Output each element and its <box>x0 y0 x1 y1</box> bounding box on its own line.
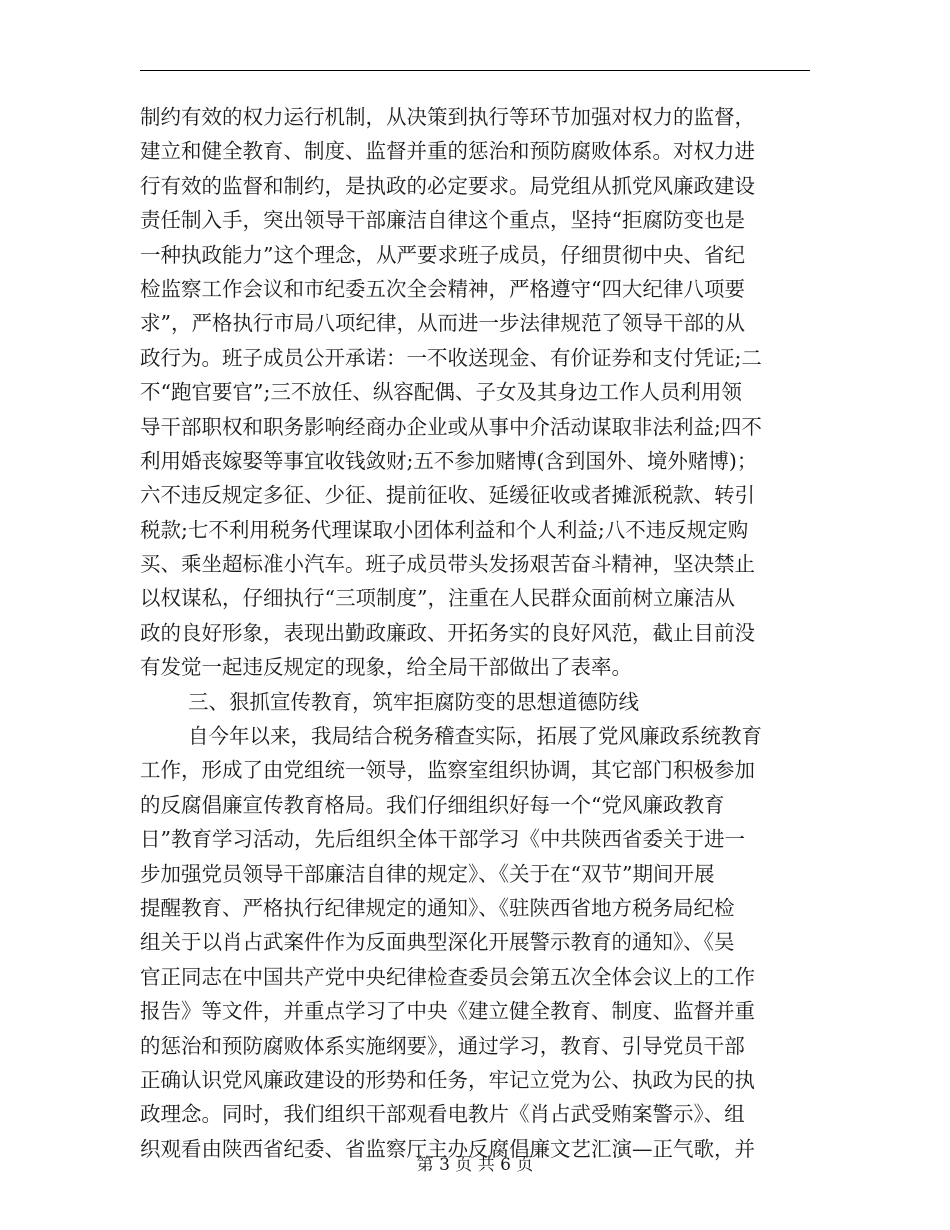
text-line: 自今年以来，我局结合税务稽查实际，拓展了党风廉政系统教育 <box>188 724 762 749</box>
text-line: 政理念。同时，我们组织干部观看电教片《肖占武受贿案警示》、组 <box>140 1102 745 1127</box>
text-line: 检监察工作会议和市纪委五次全会精神，严格遵守“四大纪律八项要 <box>140 276 745 301</box>
header-rule <box>140 70 810 71</box>
text-line: 利用婚丧嫁娶等事宜收钱敛财;五不参加赌博(含到国外、境外赌博)； <box>140 448 758 473</box>
text-line: 责任制入手，突出领导干部廉洁自律这个重点，坚持“拒腐防变也是 <box>140 208 745 233</box>
text-line: 导干部职权和职务影响经商办企业或从事中介活动谋取非法利益;四不 <box>140 414 762 439</box>
text-line: 一种执政能力”这个理念，从严要求班子成员，仔细贯彻中央、省纪 <box>140 242 745 267</box>
text-line: 官正同志在中国共产党中央纪律检查委员会第五次全体会议上的工作 <box>140 964 755 989</box>
text-line: 织观看由陕西省纪委、省监察厅主办反腐倡廉文艺汇演—正气歌，并 <box>140 1136 755 1161</box>
text-line: 不“跑官要官”;三不放任、纵容配偶、子女及其身边工作人员利用领 <box>140 380 742 405</box>
text-line: 三、狠抓宣传教育，筑牢拒腐防变的思想道德防线 <box>188 689 639 714</box>
text-line: 行有效的监督和制约，是执政的必定要求。局党组从抓党风廉政建设 <box>140 173 755 198</box>
text-line: 六不违反规定多征、少征、提前征收、延缓征收或者摊派税款、转引 <box>140 483 755 508</box>
text-line: 报告》等文件，并重点学习了中央《建立健全教育、制度、监督并重 <box>140 999 755 1024</box>
text-line: 的反腐倡廉宣传教育格局。我们仔细组织好每一个“党风廉政教育 <box>140 792 725 817</box>
text-line: 建立和健全教育、制度、监督并重的惩治和预防腐败体系。对权力进 <box>140 139 755 164</box>
text-line: 步加强党员领导干部廉洁自律的规定》、《关于在“双节”期间开展 <box>140 861 715 886</box>
text-line: 政行为。班子成员公开承诺：一不收送现金、有价证券和支付凭证;二 <box>140 345 762 370</box>
text-line: 正确认识党风廉政建设的形势和任务，牢记立党为公、执政为民的执 <box>140 1067 755 1092</box>
text-line: 有发觉一起违反规定的现象，给全局干部做出了表率。 <box>140 655 632 680</box>
text-line: 买、乘坐超标准小汽车。班子成员带头发扬艰苦奋斗精神，坚决禁止 <box>140 552 755 577</box>
text-line: 求”，严格执行市局八项纪律，从而进一步法律规范了领导干部的从 <box>140 311 745 336</box>
text-line: 的惩治和预防腐败体系实施纲要》，通过学习，教育、引导党员干部 <box>140 1033 745 1058</box>
page-number-footer: 第 3 页 共 6 页 <box>416 1155 534 1175</box>
text-line: 组关于以肖占武案件作为反面典型深化开展警示教育的通知》、《吴 <box>140 930 735 955</box>
text-line: 日”教育学习活动，先后组织全体干部学习《中共陕西省委关于进一 <box>140 827 745 852</box>
text-line: 以权谋私，仔细执行“三项制度”，注重在人民群众面前树立廉洁从 <box>140 586 735 611</box>
text-line: 制约有效的权力运行机制，从决策到执行等环节加强对权力的监督， <box>140 105 755 129</box>
text-line: 政的良好形象，表现出勤政廉政、开拓务实的良好风范，截止目前没 <box>140 620 755 645</box>
body-text <box>140 100 812 1166</box>
text-line: 税款;七不利用税务代理谋取小团体利益和个人利益;八不违反规定购 <box>140 517 749 542</box>
text-line: 工作，形成了由党组统一领导，监察室组织协调，其它部门积极参加 <box>140 758 755 783</box>
text-line: 提醒教育、严格执行纪律规定的通知》、《驻陕西省地方税务局纪检 <box>140 895 735 920</box>
